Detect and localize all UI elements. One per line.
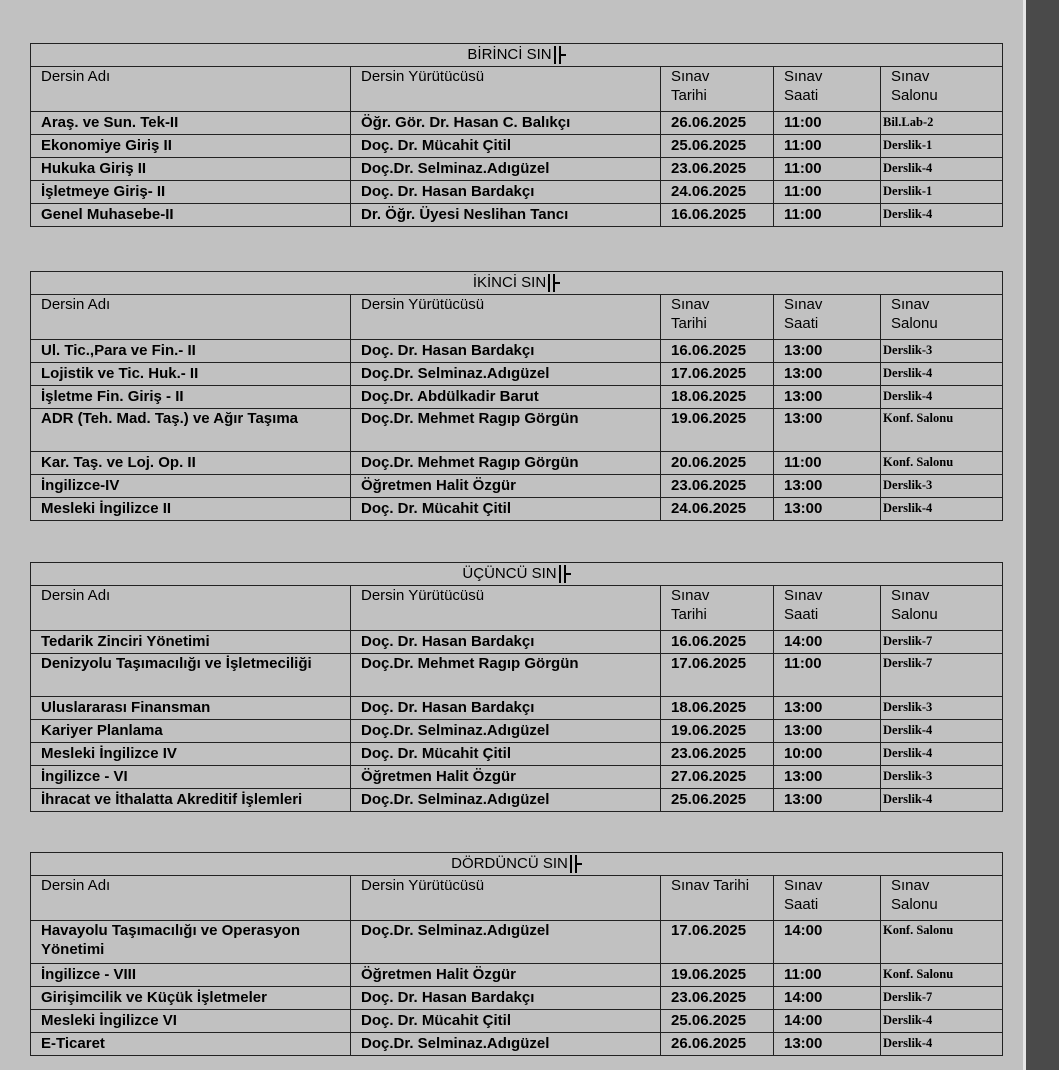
course-cell: Mesleki İngilizce VI [31, 1010, 351, 1033]
date-cell: 18.06.2025 [661, 697, 774, 720]
course-cell: Kar. Taş. ve Loj. Op. II [31, 452, 351, 475]
table-title: DÖRDÜNCÜ SIN [31, 853, 1003, 876]
table-title: BİRİNCİ SIN [31, 44, 1003, 67]
cursor-mark-icon [554, 46, 566, 64]
course-cell: İngilizce - VI [31, 766, 351, 789]
date-cell: 23.06.2025 [661, 743, 774, 766]
table-row [31, 475, 1003, 498]
time-cell: 11:00 [774, 135, 881, 158]
room-cell: Derslik-4 [881, 204, 1003, 227]
date-cell: 17.06.2025 [661, 921, 774, 964]
table-row [31, 921, 1003, 964]
time-cell: 13:00 [774, 766, 881, 789]
instructor-cell: Doç. Dr. Hasan Bardakçı [351, 697, 661, 720]
instructor-cell: Doç. Dr. Hasan Bardakçı [351, 987, 661, 1010]
course-cell: E-Ticaret [31, 1033, 351, 1056]
time-cell: 14:00 [774, 987, 881, 1010]
time-cell: 11:00 [774, 654, 881, 697]
col-header-date: Sınav Tarihi [661, 295, 774, 340]
table-row [31, 135, 1003, 158]
room-cell: Derslik-4 [881, 743, 1003, 766]
room-cell: Derslik-4 [881, 720, 1003, 743]
col-header-course: Dersin Adı [31, 67, 351, 112]
col-header-time: Sınav Saati [774, 586, 881, 631]
course-cell: İşletmeye Giriş- II [31, 181, 351, 204]
table-row [31, 498, 1003, 521]
course-cell: İşletme Fin. Giriş - II [31, 386, 351, 409]
course-cell: Mesleki İngilizce IV [31, 743, 351, 766]
date-cell: 19.06.2025 [661, 409, 774, 452]
course-cell: İngilizce-IV [31, 475, 351, 498]
room-cell: Derslik-4 [881, 363, 1003, 386]
course-cell: Havayolu Taşımacılığı ve Operasyon Yönetimi [31, 921, 351, 964]
course-cell: Uluslararası Finansman [31, 697, 351, 720]
table-row [31, 112, 1003, 135]
room-cell: Konf. Salonu [881, 921, 1003, 964]
col-header-date: Sınav Tarihi [661, 67, 774, 112]
course-cell: İngilizce - VIII [31, 964, 351, 987]
date-cell: 23.06.2025 [661, 987, 774, 1010]
room-cell: Derslik-4 [881, 1010, 1003, 1033]
time-cell: 11:00 [774, 204, 881, 227]
table-row [31, 697, 1003, 720]
room-cell: Derslik-1 [881, 181, 1003, 204]
date-cell: 23.06.2025 [661, 475, 774, 498]
instructor-cell: Öğr. Gör. Dr. Hasan C. Balıkçı [351, 112, 661, 135]
time-cell: 13:00 [774, 789, 881, 812]
col-header-instructor: Dersin Yürütücüsü [351, 876, 661, 921]
date-cell: 26.06.2025 [661, 112, 774, 135]
instructor-cell: Doç.Dr. Selminaz.Adıgüzel [351, 720, 661, 743]
table-title: İKİNCİ SIN [31, 272, 1003, 295]
instructor-cell: Doç. Dr. Hasan Bardakçı [351, 340, 661, 363]
col-header-room: Sınav Salonu [881, 586, 1003, 631]
time-cell: 11:00 [774, 452, 881, 475]
table-row [31, 158, 1003, 181]
time-cell: 11:00 [774, 158, 881, 181]
date-cell: 24.06.2025 [661, 181, 774, 204]
time-cell: 14:00 [774, 1010, 881, 1033]
table-row [31, 631, 1003, 654]
time-cell: 10:00 [774, 743, 881, 766]
time-cell: 13:00 [774, 697, 881, 720]
date-cell: 17.06.2025 [661, 363, 774, 386]
cursor-mark-icon [570, 855, 582, 873]
instructor-cell: Doç.Dr. Mehmet Ragıp Görgün [351, 452, 661, 475]
course-cell: Araş. ve Sun. Tek-II [31, 112, 351, 135]
table-row [31, 181, 1003, 204]
col-header-room: Sınav Salonu [881, 876, 1003, 921]
instructor-cell: Doç.Dr. Selminaz.Adıgüzel [351, 158, 661, 181]
date-cell: 19.06.2025 [661, 964, 774, 987]
table-row [31, 654, 1003, 697]
time-cell: 13:00 [774, 1033, 881, 1056]
col-header-instructor: Dersin Yürütücüsü [351, 67, 661, 112]
table-row [31, 409, 1003, 452]
date-cell: 26.06.2025 [661, 1033, 774, 1056]
date-cell: 25.06.2025 [661, 789, 774, 812]
room-cell: Derslik-4 [881, 386, 1003, 409]
instructor-cell: Doç.Dr. Selminaz.Adıgüzel [351, 1033, 661, 1056]
instructor-cell: Doç.Dr. Selminaz.Adıgüzel [351, 363, 661, 386]
time-cell: 13:00 [774, 386, 881, 409]
table-row [31, 987, 1003, 1010]
col-header-time: Sınav Saati [774, 67, 881, 112]
table-row [31, 1033, 1003, 1056]
instructor-cell: Doç.Dr. Mehmet Ragıp Görgün [351, 654, 661, 697]
table-row [31, 386, 1003, 409]
table-row [31, 452, 1003, 475]
table-row [31, 1010, 1003, 1033]
exam-table-2 [30, 271, 1003, 521]
time-cell: 13:00 [774, 409, 881, 452]
cursor-mark-icon [559, 565, 571, 583]
exam-table-1 [30, 43, 1003, 227]
time-cell: 11:00 [774, 181, 881, 204]
instructor-cell: Öğretmen Halit Özgür [351, 766, 661, 789]
room-cell: Konf. Salonu [881, 964, 1003, 987]
instructor-cell: Doç. Dr. Hasan Bardakçı [351, 181, 661, 204]
instructor-cell: Doç. Dr. Hasan Bardakçı [351, 631, 661, 654]
course-cell: Ul. Tic.,Para ve Fin.- II [31, 340, 351, 363]
col-header-date: Sınav Tarihi [661, 876, 774, 921]
room-cell: Derslik-3 [881, 340, 1003, 363]
col-header-time: Sınav Saati [774, 876, 881, 921]
instructor-cell: Doç. Dr. Mücahit Çitil [351, 1010, 661, 1033]
time-cell: 11:00 [774, 964, 881, 987]
table-row [31, 340, 1003, 363]
time-cell: 14:00 [774, 921, 881, 964]
course-cell: Ekonomiye Giriş II [31, 135, 351, 158]
instructor-cell: Dr. Öğr. Üyesi Neslihan Tancı [351, 204, 661, 227]
room-cell: Derslik-7 [881, 654, 1003, 697]
course-cell: Genel Muhasebe-II [31, 204, 351, 227]
col-header-course: Dersin Adı [31, 295, 351, 340]
date-cell: 16.06.2025 [661, 204, 774, 227]
col-header-room: Sınav Salonu [881, 67, 1003, 112]
room-cell: Konf. Salonu [881, 409, 1003, 452]
table-row [31, 766, 1003, 789]
col-header-instructor: Dersin Yürütücüsü [351, 586, 661, 631]
room-cell: Derslik-3 [881, 697, 1003, 720]
room-cell: Derslik-4 [881, 498, 1003, 521]
viewer-background-strip [1026, 0, 1059, 1070]
room-cell: Derslik-3 [881, 475, 1003, 498]
time-cell: 13:00 [774, 720, 881, 743]
date-cell: 25.06.2025 [661, 135, 774, 158]
date-cell: 18.06.2025 [661, 386, 774, 409]
col-header-date: Sınav Tarihi [661, 586, 774, 631]
exam-table-4 [30, 852, 1003, 1056]
time-cell: 13:00 [774, 475, 881, 498]
table-row [31, 363, 1003, 386]
cursor-mark-icon [548, 274, 560, 292]
course-cell: ADR (Teh. Mad. Taş.) ve Ağır Taşıma [31, 409, 351, 452]
room-cell: Derslik-7 [881, 631, 1003, 654]
col-header-room: Sınav Salonu [881, 295, 1003, 340]
table-row [31, 964, 1003, 987]
instructor-cell: Doç. Dr. Mücahit Çitil [351, 498, 661, 521]
room-cell: Derslik-1 [881, 135, 1003, 158]
date-cell: 20.06.2025 [661, 452, 774, 475]
table-row [31, 743, 1003, 766]
table-row [31, 204, 1003, 227]
room-cell: Derslik-4 [881, 789, 1003, 812]
course-cell: İhracat ve İthalatta Akreditif İşlemleri [31, 789, 351, 812]
instructor-cell: Öğretmen Halit Özgür [351, 964, 661, 987]
room-cell: Derslik-3 [881, 766, 1003, 789]
room-cell: Derslik-7 [881, 987, 1003, 1010]
date-cell: 16.06.2025 [661, 340, 774, 363]
col-header-course: Dersin Adı [31, 586, 351, 631]
date-cell: 25.06.2025 [661, 1010, 774, 1033]
instructor-cell: Doç.Dr. Mehmet Ragıp Görgün [351, 409, 661, 452]
time-cell: 13:00 [774, 340, 881, 363]
instructor-cell: Öğretmen Halit Özgür [351, 475, 661, 498]
course-cell: Mesleki İngilizce II [31, 498, 351, 521]
time-cell: 14:00 [774, 631, 881, 654]
date-cell: 24.06.2025 [661, 498, 774, 521]
date-cell: 16.06.2025 [661, 631, 774, 654]
course-cell: Girişimcilik ve Küçük İşletmeler [31, 987, 351, 1010]
instructor-cell: Doç.Dr. Abdülkadir Barut [351, 386, 661, 409]
date-cell: 23.06.2025 [661, 158, 774, 181]
time-cell: 11:00 [774, 112, 881, 135]
date-cell: 17.06.2025 [661, 654, 774, 697]
instructor-cell: Doç.Dr. Selminaz.Adıgüzel [351, 789, 661, 812]
time-cell: 13:00 [774, 363, 881, 386]
instructor-cell: Doç.Dr. Selminaz.Adıgüzel [351, 921, 661, 964]
table-title: ÜÇÜNCÜ SIN [31, 563, 1003, 586]
table-row [31, 789, 1003, 812]
course-cell: Hukuka Giriş II [31, 158, 351, 181]
room-cell: Konf. Salonu [881, 452, 1003, 475]
instructor-cell: Doç. Dr. Mücahit Çitil [351, 135, 661, 158]
course-cell: Tedarik Zinciri Yönetimi [31, 631, 351, 654]
col-header-time: Sınav Saati [774, 295, 881, 340]
table-row [31, 720, 1003, 743]
col-header-course: Dersin Adı [31, 876, 351, 921]
room-cell: Bil.Lab-2 [881, 112, 1003, 135]
room-cell: Derslik-4 [881, 158, 1003, 181]
room-cell: Derslik-4 [881, 1033, 1003, 1056]
date-cell: 27.06.2025 [661, 766, 774, 789]
exam-table-3 [30, 562, 1003, 812]
date-cell: 19.06.2025 [661, 720, 774, 743]
course-cell: Lojistik ve Tic. Huk.- II [31, 363, 351, 386]
course-cell: Kariyer Planlama [31, 720, 351, 743]
time-cell: 13:00 [774, 498, 881, 521]
course-cell: Denizyolu Taşımacılığı ve İşletmeciliği [31, 654, 351, 697]
instructor-cell: Doç. Dr. Mücahit Çitil [351, 743, 661, 766]
col-header-instructor: Dersin Yürütücüsü [351, 295, 661, 340]
